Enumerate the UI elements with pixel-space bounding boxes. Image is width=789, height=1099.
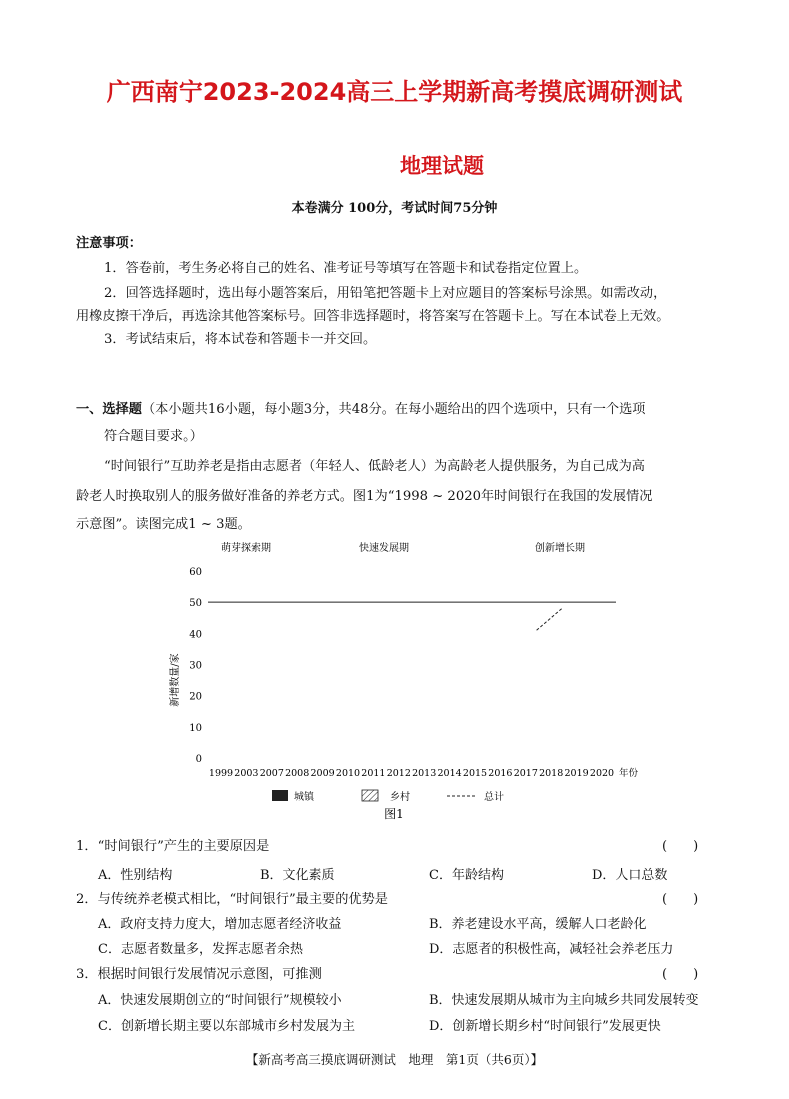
x-tick-label: 2013: [412, 768, 437, 779]
note-item: 3．考试结束后，将本试卷和答题卡一并交回。: [104, 332, 377, 347]
note-item: 1．答卷前，考生务必将自己的姓名、准考证号等填写在答题卡和试卷指定位置上。: [104, 261, 588, 276]
x-tick-label: 2003: [234, 768, 259, 779]
x-axis-label: 年份: [619, 768, 639, 779]
legend-label-total: 总计: [484, 792, 504, 803]
option: B．快速发展期从城市为主向城乡共同发展转变: [429, 993, 699, 1008]
option: A．性别结构: [98, 868, 173, 883]
answer-parentheses: ( ): [662, 839, 699, 854]
section-heading-line: [76, 398, 645, 417]
phase-label: 萌芽探索期: [221, 543, 271, 554]
phase-label: 创新增长期: [535, 543, 585, 554]
option: B．养老建设水平高，缓解人口老龄化: [429, 917, 647, 932]
option: B．文化素质: [260, 868, 335, 883]
question-stem: 3．根据时间银行发展情况示意图，可推测: [76, 967, 322, 982]
figure-caption: 图1: [384, 807, 404, 821]
phase-label: 快速发展期: [359, 543, 409, 554]
y-axis-label: 新增数量/家: [170, 653, 181, 707]
x-tick-label: 2018: [539, 768, 564, 779]
x-tick-label: 2010: [335, 768, 361, 779]
y-tick-label: 30: [189, 660, 202, 672]
option: C．创新增长期主要以东部城市乡村发展为主: [98, 1019, 355, 1034]
option: C．志愿者数量多，发挥志愿者余热: [98, 942, 303, 957]
note-item: 2．回答选择题时，选出每小题答案后，用铅笔把答题卡上对应题目的答案标号涂黑。如需改动，: [104, 286, 667, 301]
passage-line: 龄老人时换取别人的服务做好准备的养老方式。图1为“1998 ~ 2020年时间银行在我国的发展情况: [76, 489, 653, 504]
y-tick-label: 0: [195, 754, 202, 765]
section-desc-2: 符合题目要求。）: [104, 429, 203, 444]
x-tick-label: 2016: [488, 768, 513, 779]
passage-line: 示意图”。读图完成1 ~ 3题。: [76, 517, 251, 532]
section-heading: 一、选择题: [76, 402, 142, 417]
page-footer: 【新高考高三摸底调研测试 地理 第1页（共6页）】: [245, 1052, 544, 1067]
y-tick-label: 50: [189, 598, 202, 610]
question-stem: 1．“时间银行”产生的主要原因是: [76, 839, 270, 854]
total-series-line: [537, 608, 562, 630]
legend-label-urban: 城镇: [294, 792, 314, 803]
option: A．快速发展期创立的“时间银行”规模较小: [98, 993, 342, 1008]
time-bank-chart: [0, 530, 789, 830]
x-tick-label: 2014: [437, 768, 462, 779]
x-tick-label: 2007: [259, 768, 284, 779]
option: A．政府支持力度大，增加志愿者经济收益: [98, 917, 342, 932]
option: D．人口总数: [592, 868, 668, 883]
answer-parentheses: ( ): [662, 967, 699, 982]
y-tick-label: 60: [189, 567, 202, 578]
answer-parentheses: ( ): [662, 892, 699, 907]
x-tick-label: 2015: [462, 768, 488, 779]
x-tick-label: 2012: [386, 768, 411, 779]
x-tick-label: 2019: [564, 768, 589, 779]
notes-heading: 注意事项：: [76, 236, 142, 251]
x-tick-label: 2009: [310, 768, 335, 779]
legend-label-rural: 乡村: [390, 792, 410, 803]
subject-title: 地理试题: [400, 154, 484, 178]
x-tick-label: 2020: [589, 768, 615, 779]
legend-swatch-rural: [362, 790, 378, 801]
passage-line: “时间银行”互助养老是指由志愿者（年轻人、低龄老人）为高龄老人提供服务，为自己成为高: [104, 459, 645, 474]
option: D．志愿者的积极性高，减轻社会养老压力: [429, 942, 674, 957]
exam-meta: 本卷满分 100分，考试时间75分钟: [291, 201, 498, 216]
legend-swatch-urban: [272, 790, 288, 801]
exam-title: 广西南宁2023-2024高三上学期新高考摸底调研测试: [106, 78, 683, 106]
y-tick-label: 20: [189, 691, 202, 703]
option: D．创新增长期乡村“时间银行”发展更快: [429, 1019, 661, 1034]
y-tick-label: 40: [189, 629, 202, 641]
y-tick-label: 10: [189, 722, 202, 734]
section-desc: （本小题共16小题，每小题3分，共48分。在每小题给出的四个选项中，只有一个选项: [141, 402, 646, 417]
option: C．年龄结构: [429, 868, 504, 883]
x-tick-label: 2008: [285, 768, 310, 779]
note-item: 用橡皮擦干净后，再选涂其他答案标号。回答非选择题时，将答案写在答题卡上。写在本试卷上无效。: [76, 309, 670, 324]
x-tick-label: 2017: [513, 768, 538, 779]
x-tick-label: 2011: [361, 768, 386, 779]
question-stem: 2．与传统养老模式相比，“时间银行”最主要的优势是: [76, 892, 388, 907]
x-tick-label: 1999: [208, 768, 234, 779]
